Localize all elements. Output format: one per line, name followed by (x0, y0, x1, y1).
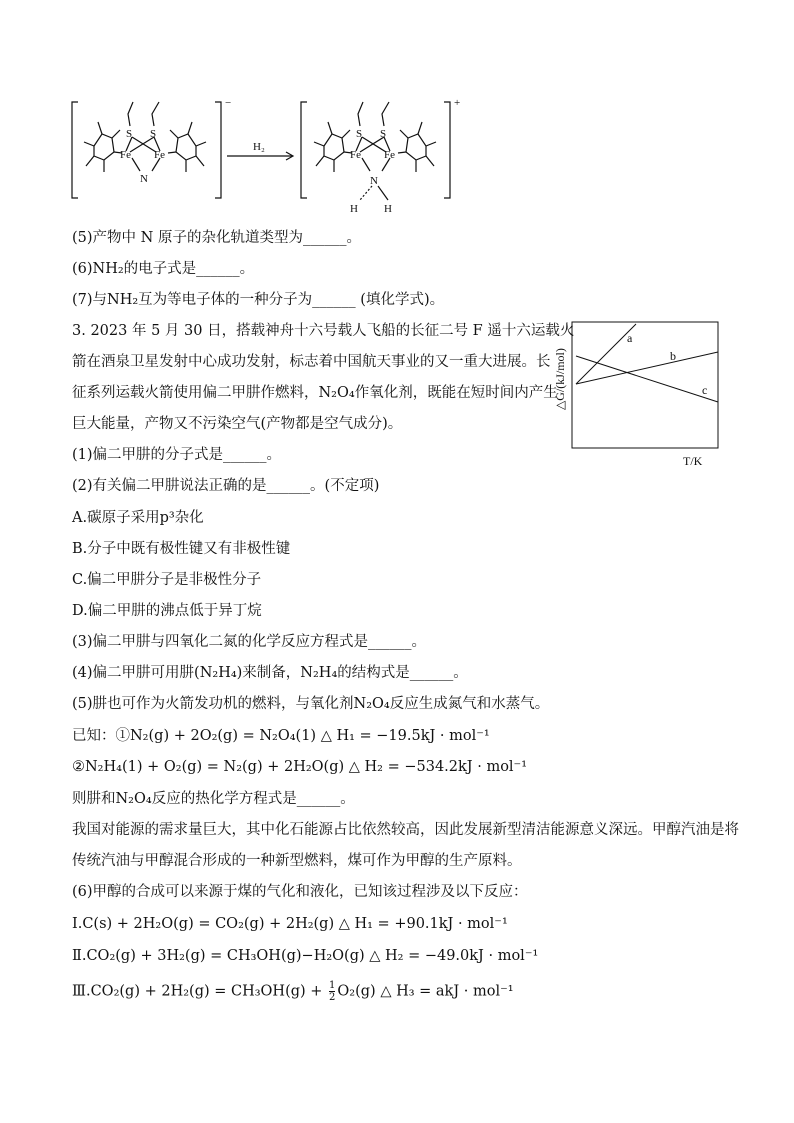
fe-atom: Fe (384, 149, 395, 161)
paragraph-line2: 传统汽油与甲醇混合形成的一种新型燃料，煤可作为甲醇的生产原料。 (72, 853, 522, 869)
n-atom: N (140, 173, 148, 185)
option-c: C.偏二甲肼分子是非极性分子 (72, 572, 262, 588)
y-axis-label: △G/(kJ/mol) (553, 348, 567, 410)
charge-minus: − (225, 97, 232, 109)
fraction-half (329, 980, 335, 1003)
label-a: a (627, 331, 633, 345)
problem3-q4: (4)偏二甲肼可用肼(N₂H₄)来制备，N₂H₄的结构式是______。 (72, 665, 468, 681)
delta-g-graph (550, 320, 730, 470)
option-b: B.分子中既有极性键又有非极性键 (72, 541, 291, 557)
option-a: A.碳原子采用p³杂化 (72, 510, 204, 526)
fe-atom: Fe (154, 149, 165, 161)
s-atom: S (380, 128, 387, 140)
s-atom: S (150, 128, 157, 140)
question-6: (6)NH₂的电子式是______。 (72, 261, 255, 277)
label-b: b (670, 349, 676, 363)
arrow-label: H₂ (253, 141, 265, 153)
problem3-q1: (1)偏二甲肼的分子式是______。 (72, 447, 282, 463)
graph-frame (572, 322, 718, 448)
question-5: (5)产物中 N 原子的杂化轨道类型为______。 (72, 230, 361, 246)
problem3-q6: (6)甲醇的合成可以来源于煤的气化和液化，已知该过程涉及以下反应： (72, 884, 528, 900)
reaction-3-part2: O₂(g) △ H₃ = akJ · mol⁻¹ (337, 983, 514, 1000)
question-7: (7)与NH₂互为等电子体的一种分子为______ (填化学式)。 (72, 292, 445, 308)
reaction-scheme (70, 96, 470, 221)
fraction-denominator: 2 (329, 992, 336, 1003)
fe-atom: Fe (120, 149, 131, 161)
n-atom: N (370, 175, 378, 187)
charge-plus: + (454, 97, 461, 109)
problem3-then: 则肼和N₂O₄反应的热化学方程式是______。 (72, 791, 355, 807)
label-c: c (702, 383, 708, 397)
problem3-line3: 征系列运载火箭使用偏二甲肼作燃料，N₂O₄作氧化剂，既能在短时间内产生 (72, 385, 558, 401)
reaction-2: Ⅱ.CO₂(g) + 3H₂(g) = CH₃OH(g)−H₂O(g) △ H₂ = −49.0kJ · mol⁻¹ (72, 948, 539, 964)
h-atom: H (384, 203, 392, 215)
reaction-1: Ⅰ.C(s) + 2H₂O(g) = CO₂(g) + 2H₂(g) △ H₁ = +90.1kJ · mol⁻¹ (72, 916, 508, 932)
fe-atom: Fe (350, 149, 361, 161)
x-axis-label: T/K (683, 454, 703, 468)
problem3-line4: 巨大能量，产物又不污染空气(产物都是空气成分)。 (72, 416, 403, 432)
paragraph-line1: 我国对能源的需求量巨大，其中化石能源占比依然较高，因此发展新型清洁能源意义深远。甲醇汽油是将 (72, 822, 739, 838)
option-d: D.偏二甲肼的沸点低于异丁烷 (72, 603, 262, 619)
problem3-q3: (3)偏二甲肼与四氧化二氮的化学反应方程式是______。 (72, 634, 427, 650)
reaction-3-part1: Ⅲ.CO₂(g) + 2H₂(g) = CH₃OH(g) + (72, 983, 328, 1000)
fraction-numerator: 1 (329, 980, 336, 991)
reaction-3 (72, 980, 514, 1003)
h-atom: H (350, 203, 358, 215)
problem3-line1: 3. 2023 年 5 月 30 日，搭载神舟十六号载人飞船的长征二号 F 遥十六运载火 (72, 323, 575, 339)
s-atom: S (126, 128, 133, 140)
problem3-q2: (2)有关偏二甲肼说法正确的是______。(不定项) (72, 478, 380, 494)
problem3-line2: 箭在酒泉卫星发射中心成功发射，标志着中国航天事业的又一重大进展。长 (72, 354, 551, 370)
s-atom: S (356, 128, 363, 140)
known-equation-1: 已知：①N₂(g) + 2O₂(g) = N₂O₄(1) △ H₁ = −19.5kJ · mol⁻¹ (72, 728, 490, 744)
known-equation-2: ②N₂H₄(1) + O₂(g) = N₂(g) + 2H₂O(g) △ H₂ = −534.2kJ · mol⁻¹ (72, 759, 528, 775)
problem3-q5: (5)肼也可作为火箭发功机的燃料，与氧化剂N₂O₄反应生成氮气和水蒸气。 (72, 696, 550, 712)
